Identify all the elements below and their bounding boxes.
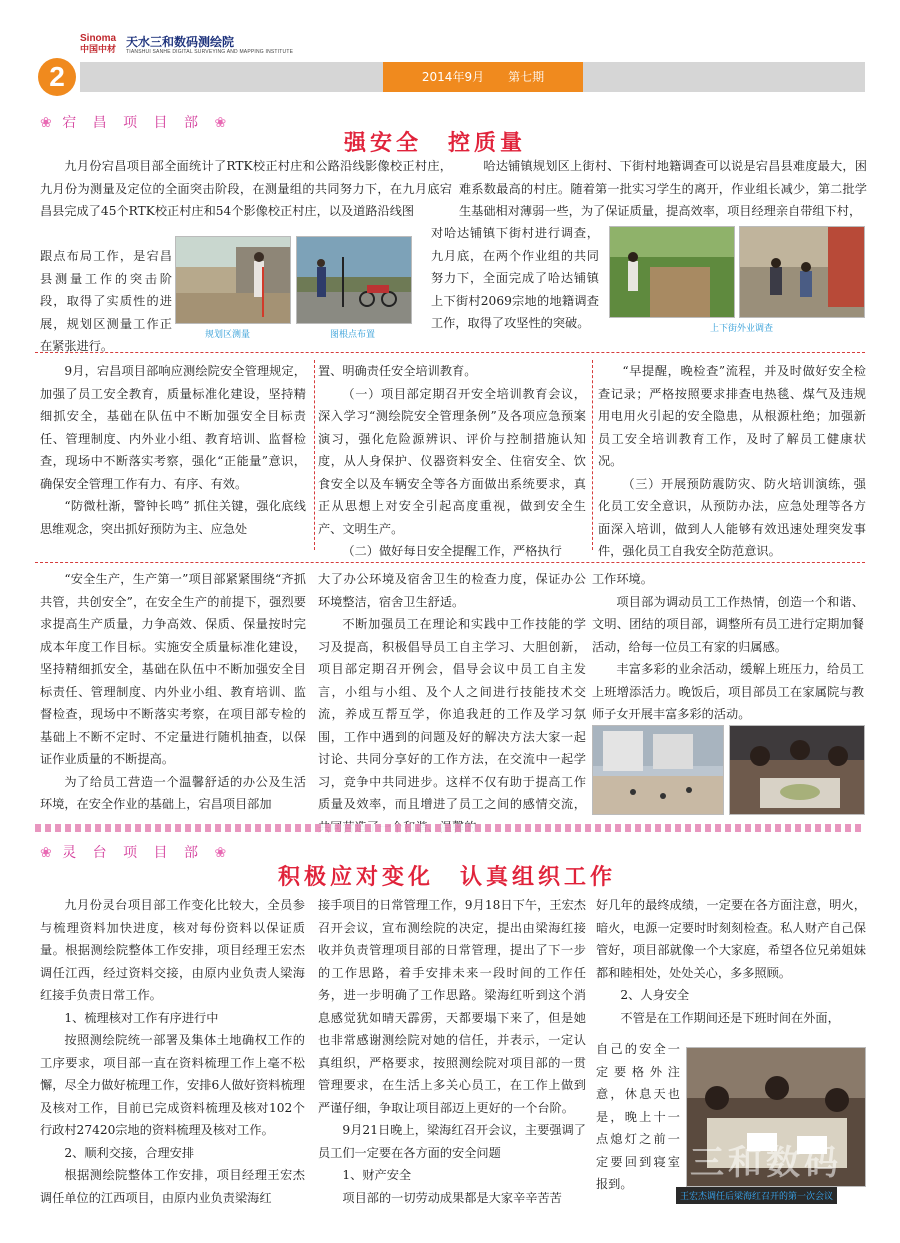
decorative-band bbox=[35, 824, 865, 832]
column-separator bbox=[592, 360, 593, 550]
s2-col3-wrap: 自己的安全一定要格外注意，休息天也是，晚上十一点熄灯之前一定要回到寝室报到。 bbox=[596, 1042, 680, 1191]
photo1-caption: 规划区测量 bbox=[205, 330, 251, 340]
divider bbox=[35, 562, 865, 563]
section-tag-lingtai: ❀ 灵 台 项 目 部 ❀ bbox=[40, 845, 227, 861]
s2-col3-top: 好几年的最终成绩，一定要在各方面注意，明火，暗火，电源一定要时时刻刻检查。私人财产自己保管好，项目部就像一个大家庭，希望各位兄弟姐妹都和睦相处，处处关心，多多照顾。 2、人身安全 不管是在工作期间还是下班时间在外面， bbox=[596, 898, 866, 1025]
s1-low-col2: 大了办公环境及宿舍卫生的检查力度，保证办公环境整洁，宿舍卫生舒适。 不断加强员工在理论和实践中工作技能的学习及提高，积极倡导员工自主学习、大胆创新，项目部定期召开例会，倡导会议中员工自主发言，小组与小组、及个人之间进行技能技术交流，养成互帮互学，你追我赶的工作及学习氛围，工作中遇到的问题及好的解决方法大家一起讨论、共同分享好的工作方法，在交流中一起学习，竞争中共同进步。这样不仅有助于提高工作质量及效率，而且增进了员工之间的感情交流， bbox=[318, 572, 586, 811]
s1-col2-top: 哈达铺镇规划区上街村、下街村地籍调查可以说是宕昌县难度最大，困难系数最高的村庄。随着第一批实习学生的离开，作业组长减少，第二批学生基础相对薄弱一些，为了保证质量，提高效率，项目经理亲自带组下村， bbox=[459, 159, 867, 218]
photo4-caption: 王宏杰调任后梁海红召开的第一次会议 bbox=[676, 1187, 837, 1204]
s1-low-col3: 工作环境。 项目部为调动员工工作热情，创造一个和谐、文明、团结的项目部，调整所有员工进行定期加餐活动，给每一位员工有家的归属感。 丰富多彩的业余活动，缓解上班压力，给员工上班增添活力。晚饭后，项目部员工在家属院与教师子女开展丰富多彩的活动。 bbox=[592, 572, 864, 721]
divider bbox=[35, 352, 865, 353]
headline-section2: 积极应对变化 认真组织工作 bbox=[278, 865, 617, 890]
photo-staff-meal bbox=[729, 725, 865, 815]
photo-control-points bbox=[296, 236, 412, 324]
s1-col2-wrap: 对哈达铺镇下街村进行调查，九月底，在两个作业组的共同努力下，全面完成了哈达铺镇上下街村2069宗地的地籍调查工作，取得了攻坚性的突破。 bbox=[431, 226, 599, 330]
photo2-caption: 图根点布置 bbox=[330, 330, 376, 340]
page-number: 2 bbox=[38, 58, 76, 96]
flower-icon: ❀ bbox=[214, 115, 227, 131]
photo-courtyard-activity bbox=[592, 725, 724, 815]
s1-col1-top: 九月份宕昌项目部全面统计了RTK校正村庄和公路沿线影像校正村庄，九月份为测量及定位的全面突击阶段，在测量组的共同努力下，在九月底宕昌县完成了45个RTK校正村庄和54个影像校正村庄，以及道路沿线图 bbox=[40, 159, 452, 218]
s1-mid-col3: “早提醒，晚检查”流程，并及时做好安全检查记录；严格按照要求排查电热毯、煤气及违规用电用火引起的安全隐患，从根源杜绝；加强新员工安全培训教育工作，及时了解员工健康状况。 （三）开展预防震防灾、防火培训演练，强化员工安全意识，从预防办法，应急处理等各方面深入培训，做到人人能够有效迅速处理突发事件，强化员工自我安全防范意识。 bbox=[598, 364, 866, 558]
org-name-en: TIANSHUI SANHE DIGITAL SURVEYING AND MAPPING INSTITUTE bbox=[126, 49, 294, 55]
flower-icon: ❀ bbox=[40, 845, 52, 861]
photo3-caption: 上下街外业调查 bbox=[710, 324, 774, 334]
flower-icon: ❀ bbox=[214, 845, 227, 861]
headline-section1: 强安全 控质量 bbox=[344, 131, 527, 156]
s1-low-col1: “安全生产，生产第一”项目部紧紧围绕“齐抓共管，共创安全”，在安全生产的前提下，强烈要求提高生产质量，力争高效、保质、保量按时完成本年度工作目标。实施安全质量标准化建设，坚持精细抓安全，基础在队伍中不断加强安全目标责任、管理制度、内外业小组、教育培训、监督检查，现场中不断落实考察，在项目部专检的基础上不断不定时、不定量进行随机抽查，以保证作业质量的不断提高。 为了给员工营造一个温馨舒适的办公及生活环境，在安全作业的基础上，宕昌项目部加 bbox=[40, 572, 306, 811]
s2-col1: 九月份灵台项目部工作变化比较大，全员参与梳理资料加快进度，核对每份资料以保证质量。根据测绘院整体工作安排，项目经理王宏杰调任江西，经过资料交接，由原内业负责人梁海红接手负责日常工作。 1、梳理核对工作有序进行中 按照测绘院统一部署及集体土地确权工作的工序要求，项目部一直在资料梳理工作上毫不松懈，尽全力做好梳理工作，安排6人做好资料梳理及核对工作，目前已完成资料梳理及核对102个行政村27420宗地的资料梳理及核对工作。 2、顺利交接，合理安排 根据测绘院整体工作安排，项目经理王宏杰调任单位的江西项目，由原内业负责梁海红 bbox=[40, 898, 305, 1205]
org-name: 天水三和数码测绘院 bbox=[126, 35, 235, 49]
photo-watermark: 三和数码 bbox=[690, 1143, 842, 1183]
s1-mid-col2: 置、明确责任安全培训教育。 （一）项目部定期召开安全培训教育会议，深入学习“测绘院安全管理条例”及各项应急预案演习，强化危险源辨识、评价与控制措施认知度，从人身保护、仪器资料安全、住宿安全、饮食安全以及车辆安全等各方面做出系统要求，真正从思想上对安全引起高度重视，做到安全生产、文明生产。 （二）做好每日安全提醒工作，严格执行 bbox=[318, 364, 586, 558]
sinoma-logo: Sinoma 中国中材 bbox=[80, 33, 117, 54]
s1-mid-col1: 9月，宕昌项目部响应测绘院安全管理规定，加强了员工安全教育，质量标准化建设，坚持精细抓安全，基础在队伍中不断加强安全目标责任、管理制度、内外业小组、教育培训、监督检查，现场中不断落实考察，强化“正能量”意识，确保安全管理工作有力、有序、有效。 “防微杜渐，警钟长鸣” 抓住关键，强化底线思维观念，突出抓好预防为主、应急处 bbox=[40, 364, 306, 536]
s2-col2: 接手项目的日常管理工作，9月18日下午，王宏杰召开会议，宣布测绘院的决定，提出由梁海红接收并负责管理项目部的日常管理，提出了下一步的工作思路，着手安排未来一段时间的工作任务，进一步明确了工作思路。梁海红听到这个消息感觉犹如晴天霹雳，天都要塌下来了，但是她也非常感谢测绘院对她的信任，并表示，一定认真组织，严格要求，按照测绘院对项目部的一贯管理要求，在生活上多关心员工，在工作上做到严谨仔细，争取让项目部迈上更好的一个台阶。 9月21日晚上，梁海红召开会议，主要强调了员工们一定要在各方面的安全问题 1、财产安全 项目部的一切劳动成果都是大家辛辛苦苦 bbox=[318, 898, 586, 1205]
issue-date: 2014年9月 第七期 bbox=[383, 62, 583, 92]
photo-survey-planning bbox=[175, 236, 291, 324]
photo-field-survey-b bbox=[739, 226, 865, 318]
section-tag-dangchang: ❀ 宕 昌 项 目 部 ❀ bbox=[40, 115, 227, 131]
flower-icon: ❀ bbox=[40, 115, 52, 131]
photo-field-survey-a bbox=[609, 226, 735, 318]
s1-col1-wrap: 跟点布局工作，是宕昌县测量工作的突击阶段，取得了实质性的进展，规划区测量工作正在紧张进行。 bbox=[40, 249, 172, 353]
column-separator bbox=[314, 360, 315, 550]
